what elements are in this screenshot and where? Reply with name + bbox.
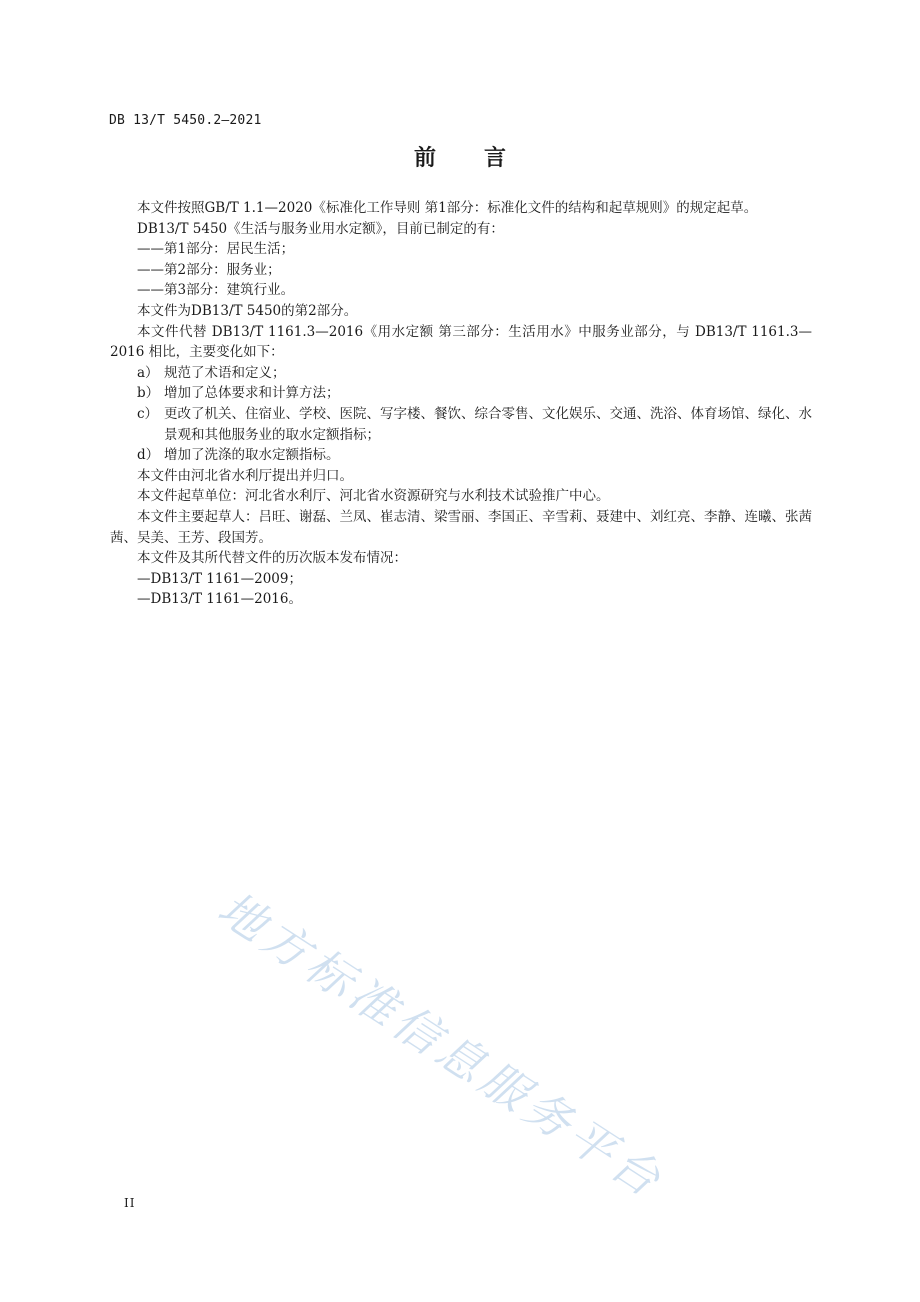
paragraph: 本文件及其所代替文件的历次版本发布情况： bbox=[137, 550, 407, 567]
document-body bbox=[110, 198, 812, 610]
list-item-text: 规范了术语和定义； bbox=[164, 364, 286, 381]
list-item-text: 增加了洗涤的取水定额指标。 bbox=[164, 447, 340, 464]
paragraph: 本文件按照GB/T 1.1—2020《标准化工作导则 第1部分：标准化文件的结构和起草规则》的规定起草。 bbox=[137, 200, 758, 216]
list-item-text: 增加了总体要求和计算方法； bbox=[164, 385, 340, 402]
paragraph: ——第1部分：居民生活； bbox=[137, 241, 295, 258]
list-item bbox=[110, 445, 812, 466]
paragraph: ——第3部分：建筑行业。 bbox=[137, 282, 295, 299]
paragraph: 本文件为DB13/T 5450的第2部分。 bbox=[137, 302, 358, 319]
paragraph: —DB13/T 1161—2009； bbox=[137, 570, 302, 587]
list-item bbox=[110, 363, 812, 384]
document-code: DB 13/T 5450.2—2021 bbox=[109, 113, 262, 128]
list-item-marker: b） bbox=[137, 385, 160, 402]
page-number: II bbox=[124, 1196, 136, 1210]
paragraph: 本文件由河北省水利厅提出并归口。 bbox=[137, 467, 353, 484]
list-item-text: 更改了机关、住宿业、学校、医院、写字楼、餐饮、综合零售、文化娱乐、交通、洗浴、体育场馆、绿化、水景观和其他服务业的取水定额指标； bbox=[164, 405, 812, 443]
paragraph: 本文件代替 DB13/T 1161.3—2016《用水定额 第三部分：生活用水》中服务业部分，与 DB13/T 1161.3—2016 相比，主要变化如下： bbox=[110, 323, 812, 361]
paragraph: ——第2部分：服务业； bbox=[137, 261, 281, 278]
list-item-marker: a） bbox=[137, 364, 159, 381]
list-item bbox=[110, 404, 812, 445]
list-item-marker: d） bbox=[137, 447, 160, 464]
paragraph: —DB13/T 1161—2016。 bbox=[137, 591, 302, 608]
page-title: 前言 bbox=[413, 146, 554, 171]
paragraph: 本文件主要起草人：吕旺、谢磊、兰凤、崔志清、梁雪丽、李国正、辛雪莉、聂建中、刘红亮、李静、连曦、张茜茜、吴美、王芳、段国芳。 bbox=[110, 508, 812, 546]
paragraph: DB13/T 5450《生活与服务业用水定额》，目前已制定的有： bbox=[137, 220, 504, 237]
paragraph: 本文件起草单位：河北省水利厅、河北省水资源研究与水利技术试验推广中心。 bbox=[137, 488, 610, 505]
list-item bbox=[110, 383, 812, 404]
watermark: 地方标准信息服务平台 bbox=[208, 880, 675, 1210]
list-item-marker: c） bbox=[137, 405, 159, 422]
